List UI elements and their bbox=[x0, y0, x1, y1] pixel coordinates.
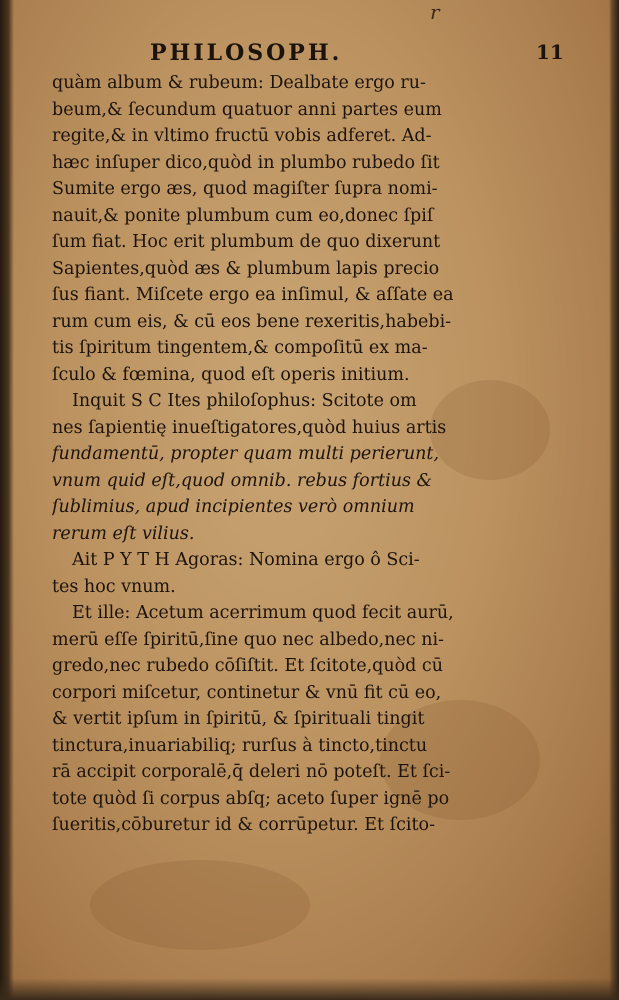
text-line: tes hoc vnum. bbox=[52, 576, 176, 597]
text-line: gredo,nec rubedo cōſiſtit. Et ſcitote,quòd cū bbox=[52, 656, 443, 676]
text-line: ſum fiat. Hoc erit plumbum de quo dixerunt bbox=[52, 232, 441, 252]
page-edge-shadow bbox=[609, 0, 619, 1000]
text-line: nes ſapientię inueſtigatores,quòd huius artis bbox=[52, 417, 447, 438]
text-line: Ait P Y T H Agoras: Nomina ergo ô Sci- bbox=[72, 550, 420, 570]
text-line: ſculo & fœmina, quod eſt operis initium. bbox=[52, 364, 410, 385]
text-line: rum cum eis, & cū eos bene rexeritis,habebi- bbox=[52, 311, 452, 332]
folio-number: 11 bbox=[536, 40, 564, 64]
text-line: beum,& ſecundum quatuor anni partes eum bbox=[52, 99, 442, 120]
text-line: tis ſpiritum tingentem,& compoſitū ex ma- bbox=[52, 338, 428, 358]
text-line: regite,& in vltimo fructū vobis adferet. Ad- bbox=[52, 126, 432, 146]
text-line: tinctura,inuariabiliq; rurſus à tincto,tinctu bbox=[52, 735, 428, 756]
text-line: vnum quid eſt,quod omnib. rebus fortius & bbox=[52, 470, 433, 491]
page-gutter-shadow bbox=[0, 0, 14, 1000]
text-line: rerum eſt vilius. bbox=[52, 523, 195, 544]
text-line: hæc inſuper dico,quòd in plumbo rubedo ſit bbox=[52, 152, 440, 173]
text-line: quàm album & rubeum: Dealbate ergo ru- bbox=[52, 73, 426, 93]
text-line: ſueritis,cōburetur id & corrūpetur. Et ſcito- bbox=[52, 815, 436, 835]
text-line: nauit,& ponite plumbum cum eo,donec ſpiſ bbox=[52, 205, 434, 226]
text-line: fundamentū, propter quam multi perierunt, bbox=[52, 444, 440, 464]
text-block bbox=[52, 70, 492, 839]
text-line: Sumite ergo æs, quod magiſter ſupra nomi- bbox=[52, 179, 438, 199]
text-line: Et ille: Acetum acerrimum quod fecit aurū, bbox=[72, 603, 454, 623]
text-line: tote quòd ſi corpus abſq; aceto ſuper ignē po bbox=[52, 788, 450, 809]
text-line: Inquit S C Ites philoſophus: Scitote om bbox=[72, 391, 417, 411]
text-line: ſublimius, apud incipientes verò omnium bbox=[52, 497, 415, 517]
corner-mark: r bbox=[430, 0, 440, 24]
page-bottom-shadow bbox=[0, 978, 619, 1000]
text-line: & vertit ipſum in ſpiritū, & ſpirituali tingit bbox=[52, 709, 425, 729]
text-line: ſus fiant. Miſcete ergo ea inſimul, & aſſate ea bbox=[52, 285, 454, 305]
running-head: PHILOSOPH. bbox=[150, 40, 343, 66]
paper-stain bbox=[90, 860, 310, 950]
text-line: rā accipit corporalē,q̄ deleri nō poteſt. Et ſci- bbox=[52, 762, 451, 782]
text-line: merū eſſe ſpiritū,ſine quo nec albedo,nec ni- bbox=[52, 629, 444, 650]
text-line: corpori miſcetur, continetur & vnū fit cū eo, bbox=[52, 682, 442, 703]
text-line: Sapientes,quòd æs & plumbum lapis precio bbox=[52, 258, 440, 279]
